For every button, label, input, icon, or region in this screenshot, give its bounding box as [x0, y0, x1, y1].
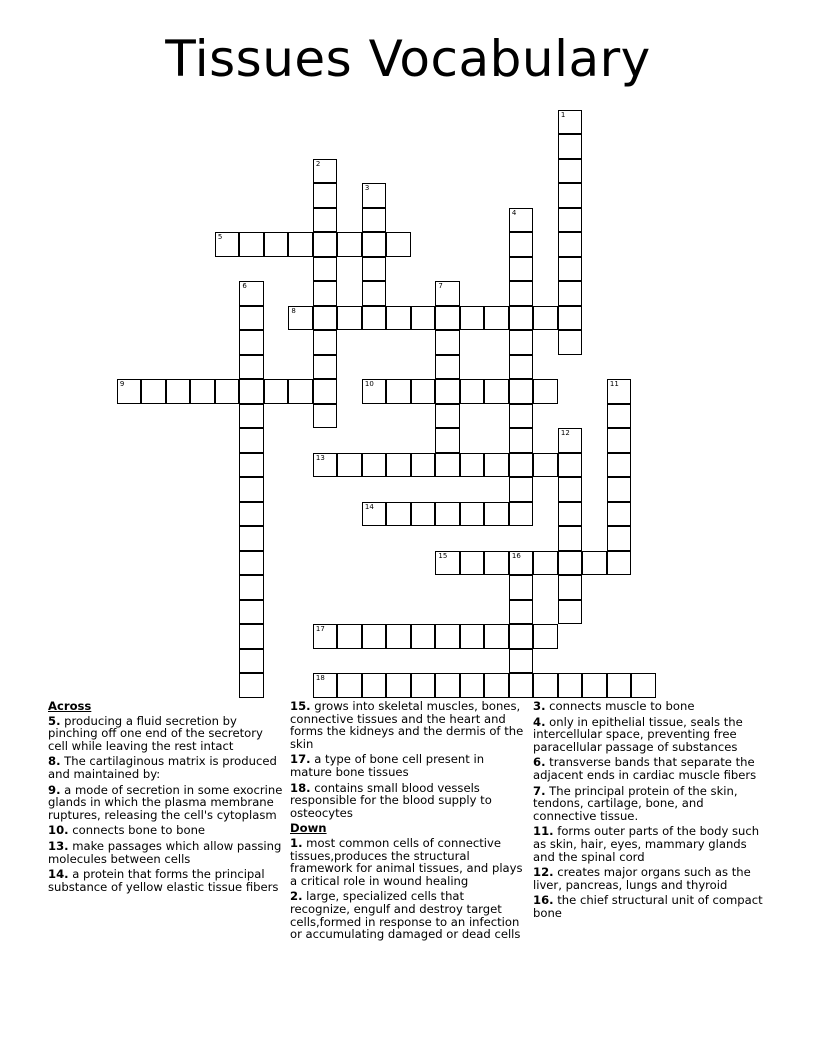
grid-cell[interactable]: [386, 673, 411, 698]
grid-cell[interactable]: [558, 134, 583, 159]
grid-cell[interactable]: [533, 379, 558, 404]
grid-cell[interactable]: [558, 575, 583, 600]
cell-number: 2: [315, 159, 321, 168]
grid-cell[interactable]: [313, 624, 338, 649]
grid-cell[interactable]: [558, 502, 583, 527]
grid-cell[interactable]: [313, 673, 338, 698]
grid-cell[interactable]: [386, 453, 411, 478]
across-header: Across: [48, 699, 92, 713]
grid-cell[interactable]: [337, 453, 362, 478]
clue-down-7: 7. The principal protein of the skin, tendons, cartilage, bone, and connective tissue.: [533, 783, 738, 823]
grid-cell[interactable]: [558, 477, 583, 502]
grid-cell[interactable]: [607, 453, 632, 478]
grid-cell[interactable]: [533, 673, 558, 698]
grid-cell[interactable]: [166, 379, 191, 404]
grid-cell[interactable]: [264, 379, 289, 404]
clue-across-13: 13. make passages which allow passing molecules between cells: [48, 838, 282, 866]
grid-cell[interactable]: [435, 551, 460, 576]
grid-cell[interactable]: [362, 257, 387, 282]
grid-cell[interactable]: [509, 232, 534, 257]
clue-across-10: 10. connects bone to bone: [48, 823, 206, 838]
cell-number: 13: [315, 453, 325, 462]
grid-cell[interactable]: [484, 453, 509, 478]
grid-cell[interactable]: [558, 110, 583, 135]
grid-cell[interactable]: [558, 183, 583, 208]
cell-number: 9: [119, 380, 125, 389]
grid-cell[interactable]: [435, 355, 460, 380]
clues-column-3: [533, 700, 769, 923]
clue-across-18: 18. contains small blood vessels responsible for the blood supply to osteocytes: [290, 780, 492, 820]
clues-column-1: [48, 700, 284, 896]
grid-cell[interactable]: [239, 281, 264, 306]
grid-cell[interactable]: [313, 232, 338, 257]
grid-cell[interactable]: [337, 306, 362, 331]
grid-cell[interactable]: [362, 281, 387, 306]
grid-cell[interactable]: [509, 355, 534, 380]
grid-cell[interactable]: [239, 575, 264, 600]
clue-down-6: 6. transverse bands that separate the adjacent ends in cardiac muscle fibers: [533, 755, 757, 782]
grid-cell[interactable]: [117, 379, 142, 404]
grid-cell[interactable]: [460, 551, 485, 576]
grid-cell[interactable]: [509, 330, 534, 355]
grid-cell[interactable]: [509, 379, 534, 404]
grid-cell[interactable]: [239, 355, 264, 380]
grid-cell[interactable]: [239, 404, 264, 429]
grid-cell[interactable]: [215, 232, 240, 257]
grid-cell[interactable]: [582, 551, 607, 576]
grid-cell[interactable]: [509, 600, 534, 625]
cell-number: 5: [217, 233, 223, 242]
grid-cell[interactable]: [460, 673, 485, 698]
grid-cell[interactable]: [386, 624, 411, 649]
grid-cell[interactable]: [509, 502, 534, 527]
cell-number: 17: [315, 625, 325, 634]
grid-cell[interactable]: [239, 600, 264, 625]
grid-cell[interactable]: [313, 306, 338, 331]
grid-cell[interactable]: [239, 477, 264, 502]
grid-cell[interactable]: [607, 404, 632, 429]
grid-cell[interactable]: [362, 208, 387, 233]
grid-cell[interactable]: [362, 306, 387, 331]
clue-down-4: 4. only in epithelial tissue, seals the intercellular space, preventing free paracellular passage of substances: [533, 714, 743, 754]
grid-cell[interactable]: [558, 330, 583, 355]
grid-cell[interactable]: [190, 379, 215, 404]
grid-cell[interactable]: [460, 379, 485, 404]
grid-cell[interactable]: [435, 330, 460, 355]
grid-cell[interactable]: [460, 453, 485, 478]
clue-down-2: 2. large, specialized cells that recognize, engulf and destroy target cells,formed in response to an infection or accumulating damaged or dead cells: [290, 889, 521, 942]
grid-cell[interactable]: [509, 208, 534, 233]
cell-number: 12: [560, 429, 570, 438]
grid-cell[interactable]: [362, 502, 387, 527]
clue-across-9: 9. a mode of secretion in some exocrine glands in which the plasma membrane ruptures, releasing the cell's cytoplasm: [48, 782, 283, 822]
grid-cell[interactable]: [509, 575, 534, 600]
grid-cell[interactable]: [239, 502, 264, 527]
grid-cell[interactable]: [288, 232, 313, 257]
grid-cell[interactable]: [484, 624, 509, 649]
grid-cell[interactable]: [460, 306, 485, 331]
cell-number: 15: [438, 551, 448, 560]
grid-cell[interactable]: [509, 551, 534, 576]
grid-cell[interactable]: [264, 232, 289, 257]
cell-number: 10: [364, 380, 374, 389]
grid-cell[interactable]: [509, 306, 534, 331]
grid-cell[interactable]: [607, 526, 632, 551]
grid-cell[interactable]: [558, 232, 583, 257]
clue-down-3: 3. connects muscle to bone: [533, 699, 695, 713]
grid-cell[interactable]: [607, 428, 632, 453]
grid-cell[interactable]: [558, 526, 583, 551]
grid-cell[interactable]: [435, 281, 460, 306]
grid-cell[interactable]: [313, 257, 338, 282]
grid-cell[interactable]: [509, 649, 534, 674]
grid-cell[interactable]: [435, 502, 460, 527]
grid-cell[interactable]: [558, 428, 583, 453]
clue-down-11: 11. forms outer parts of the body such as skin, hair, eyes, mammary glands and the spinal cord: [533, 824, 760, 864]
grid-cell[interactable]: [460, 502, 485, 527]
grid-cell[interactable]: [337, 624, 362, 649]
grid-cell[interactable]: [313, 330, 338, 355]
grid-cell[interactable]: [435, 428, 460, 453]
grid-cell[interactable]: [411, 624, 436, 649]
grid-cell[interactable]: [533, 306, 558, 331]
grid-cell[interactable]: [362, 453, 387, 478]
grid-cell[interactable]: [607, 673, 632, 698]
grid-cell[interactable]: [484, 306, 509, 331]
grid-cell[interactable]: [337, 673, 362, 698]
clue-down-12: 12. creates major organs such as the liver, pancreas, lungs and thyroid: [533, 865, 751, 892]
grid-cell[interactable]: [362, 379, 387, 404]
grid-cell[interactable]: [558, 257, 583, 282]
grid-cell[interactable]: [558, 673, 583, 698]
cell-number: 4: [511, 208, 517, 217]
grid-cell[interactable]: [239, 551, 264, 576]
grid-cell[interactable]: [362, 673, 387, 698]
clue-down-16: 16. the chief structural unit of compact bone: [533, 893, 763, 920]
cell-number: 11: [609, 380, 619, 389]
grid-cell[interactable]: [313, 404, 338, 429]
grid-cell[interactable]: [607, 551, 632, 576]
grid-cell[interactable]: [607, 379, 632, 404]
grid-cell[interactable]: [215, 379, 240, 404]
cell-number: 6: [242, 282, 247, 291]
clue-across-17: 17. a type of bone cell present in mature bone tissues: [290, 752, 485, 779]
grid-cell[interactable]: [509, 257, 534, 282]
grid-cell[interactable]: [435, 404, 460, 429]
grid-cell[interactable]: [239, 428, 264, 453]
cell-number: 8: [291, 306, 296, 315]
grid-cell[interactable]: [435, 673, 460, 698]
grid-cell[interactable]: [239, 649, 264, 674]
grid-cell[interactable]: [509, 624, 534, 649]
clue-down-1: 1. most common cells of connective tissues,produces the structural framework for animal tissues, and plays a critical role in wound healing: [290, 835, 523, 888]
grid-cell[interactable]: [607, 502, 632, 527]
cell-number: 3: [364, 184, 370, 193]
grid-cell[interactable]: [484, 551, 509, 576]
grid-cell[interactable]: [435, 453, 460, 478]
grid-cell[interactable]: [239, 306, 264, 331]
grid-cell[interactable]: [533, 453, 558, 478]
grid-cell[interactable]: [558, 453, 583, 478]
grid-cell[interactable]: [509, 404, 534, 429]
cell-number: 1: [560, 110, 566, 119]
down-header: Down: [290, 821, 327, 836]
grid-cell[interactable]: [386, 232, 411, 257]
clue-across-15: 15. grows into skeletal muscles, bones, connective tissues and the heart and forms the kidneys and the dermis of the skin: [290, 699, 524, 751]
grid-cell[interactable]: [435, 624, 460, 649]
grid-cell[interactable]: [509, 428, 534, 453]
cell-number: 16: [511, 551, 521, 560]
grid-cell[interactable]: [313, 379, 338, 404]
grid-cell[interactable]: [411, 453, 436, 478]
clue-across-5: 5. producing a fluid secretion by pinching off one end of the secretory cell while leaving the rest intact: [48, 713, 263, 753]
grid-cell[interactable]: [558, 306, 583, 331]
grid-cell[interactable]: [460, 624, 485, 649]
grid-cell[interactable]: [558, 159, 583, 184]
clue-across-14: 14. a protein that forms the principal substance of yellow elastic tissue fibers: [48, 867, 279, 894]
clues-column-2: [290, 700, 526, 944]
grid-cell[interactable]: [558, 208, 583, 233]
grid-cell[interactable]: [484, 673, 509, 698]
grid-cell[interactable]: [362, 624, 387, 649]
grid-cell[interactable]: [313, 453, 338, 478]
grid-cell[interactable]: [386, 502, 411, 527]
grid-cell[interactable]: [239, 453, 264, 478]
grid-cell[interactable]: [607, 477, 632, 502]
grid-cell[interactable]: [509, 453, 534, 478]
grid-cell[interactable]: [558, 551, 583, 576]
grid-cell[interactable]: [631, 673, 656, 698]
grid-cell[interactable]: [313, 208, 338, 233]
grid-cell[interactable]: [411, 306, 436, 331]
grid-cell[interactable]: [533, 551, 558, 576]
grid-cell[interactable]: [386, 379, 411, 404]
grid-cell[interactable]: [558, 600, 583, 625]
cell-number: 14: [364, 502, 374, 511]
grid-cell[interactable]: [582, 673, 607, 698]
grid-cell[interactable]: [484, 379, 509, 404]
page-title: Tissues Vocabulary: [165, 30, 651, 88]
grid-cell[interactable]: [313, 183, 338, 208]
grid-cell[interactable]: [141, 379, 166, 404]
grid-cell[interactable]: [362, 232, 387, 257]
clue-across-8: 8. The cartilaginous matrix is produced and maintained by:: [48, 754, 277, 781]
grid-cell[interactable]: [313, 159, 338, 184]
grid-cell[interactable]: [411, 379, 436, 404]
grid-cell[interactable]: [484, 502, 509, 527]
grid-cell[interactable]: [509, 673, 534, 698]
cell-number: 18: [315, 674, 325, 683]
grid-cell[interactable]: [239, 526, 264, 551]
grid-cell[interactable]: [239, 379, 264, 404]
grid-cell[interactable]: [411, 673, 436, 698]
grid-cell[interactable]: [313, 355, 338, 380]
grid-cell[interactable]: [337, 232, 362, 257]
grid-cell[interactable]: [239, 673, 264, 698]
grid-cell[interactable]: [362, 183, 387, 208]
grid-cell[interactable]: [509, 281, 534, 306]
grid-cell[interactable]: [239, 624, 264, 649]
grid-cell[interactable]: [288, 306, 313, 331]
grid-cell[interactable]: [288, 379, 313, 404]
cell-number: 7: [438, 282, 443, 291]
grid-cell[interactable]: [386, 306, 411, 331]
grid-cell[interactable]: [509, 477, 534, 502]
grid-cell[interactable]: [411, 502, 436, 527]
grid-cell[interactable]: [558, 281, 583, 306]
grid-cell[interactable]: [435, 379, 460, 404]
grid-cell[interactable]: [313, 281, 338, 306]
grid-cell[interactable]: [435, 306, 460, 331]
grid-cell[interactable]: [533, 624, 558, 649]
grid-cell[interactable]: [239, 330, 264, 355]
grid-cell[interactable]: [239, 232, 264, 257]
